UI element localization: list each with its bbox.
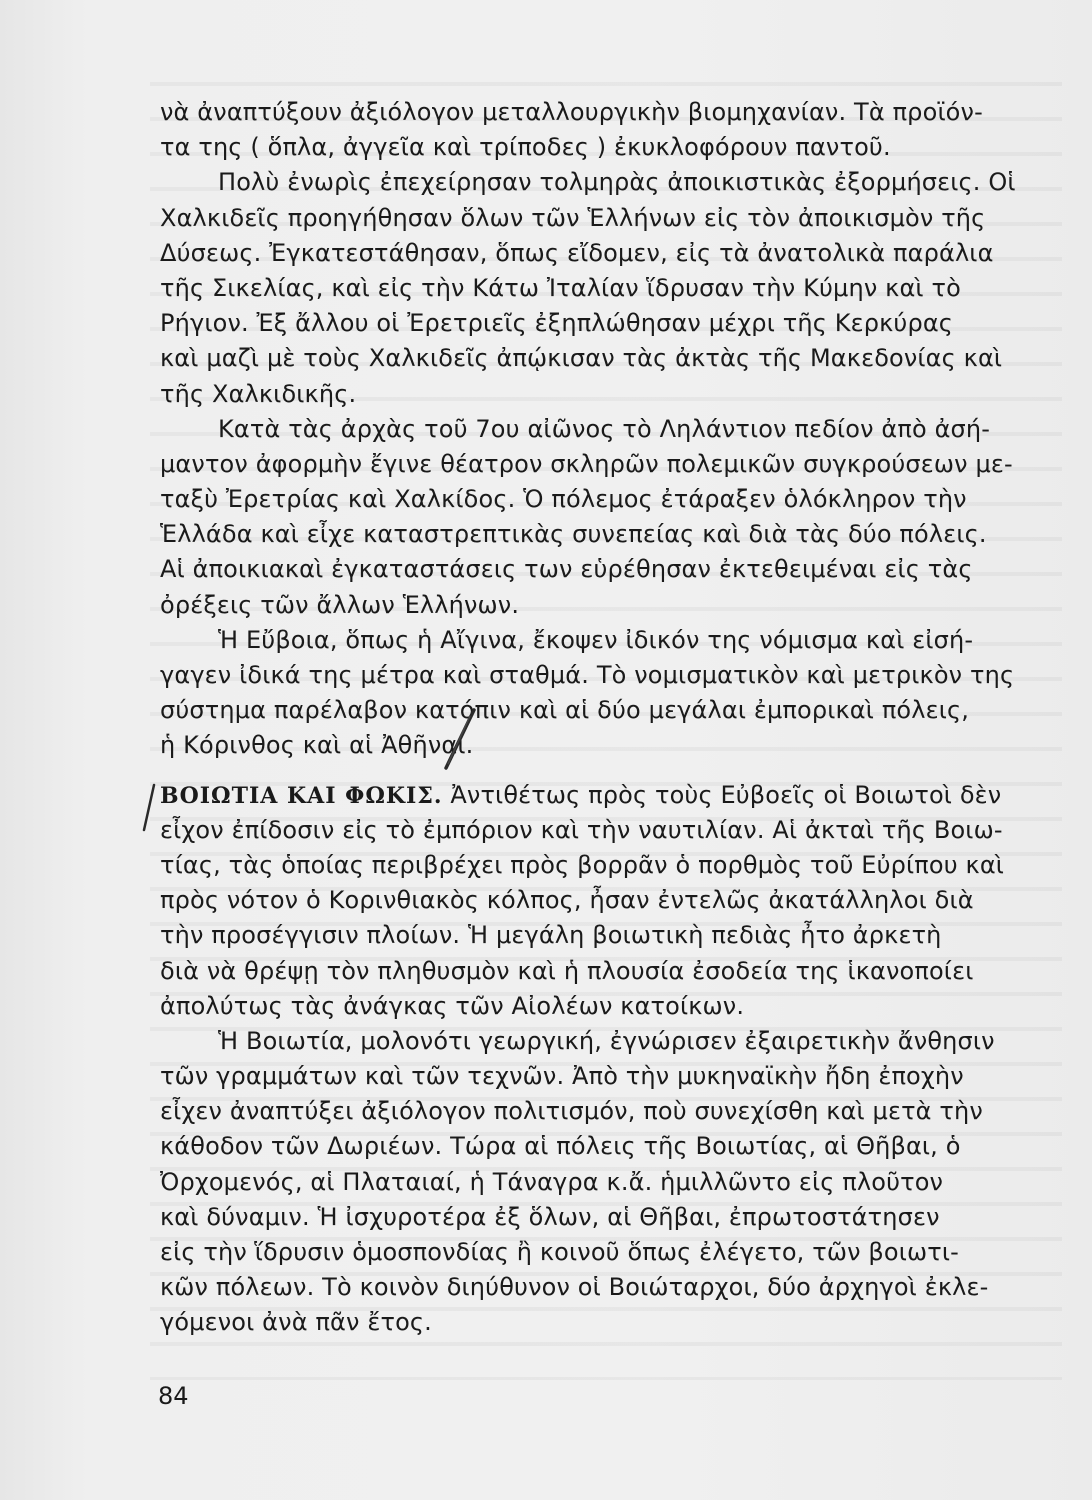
text-line: ὀρέξεις τῶν ἄλλων Ἑλλήνων. (160, 590, 520, 619)
text-line: τῆς Σικελίας, καὶ εἰς τὴν Κάτω Ἰταλίαν ἵδρυσαν τὴν Κύμην καὶ τὸ (160, 273, 961, 302)
text-line: Ἡ Εὔβοια, ὅπως ἡ Αἴγινα, ἔκοψεν ἰδικόν της νόμισμα καὶ εἰσή- (218, 625, 974, 654)
text-line: σύστημα παρέλαβον κατόπιν καὶ αἱ δύο μεγάλαι ἐμπορικαὶ πόλεις, (160, 696, 970, 725)
text-line: Ἡ Βοιωτία, μολονότι γεωργική, ἐγνώρισεν ἐξαιρετικὴν ἄνθησιν (218, 1026, 995, 1055)
page-number: 84 (158, 1382, 189, 1410)
text-line: νὰ ἀναπτύξουν ἀξιόλογον μεταλλουργικὴν βιομηχανίαν. Τὰ προϊόν- (160, 98, 983, 126)
text-line: ἀπολύτως τὰς ἀνάγκας τῶν Αἰολέων κατοίκων. (160, 991, 745, 1020)
text-line: τῶν γραμμάτων καὶ τῶν τεχνῶν. Ἀπὸ τὴν μυκηναϊκὴν ἤδη ἐποχὴν (160, 1062, 964, 1091)
text-line: Ἑλλάδα καὶ εἶχε καταστρεπτικὰς συνεπείας καὶ διὰ τὰς δύο πόλεις. (160, 520, 987, 549)
text-line: Δύσεως. Ἐγκατεστάθησαν, ὅπως εἴδομεν, εἰς τὰ ἀνατολικὰ παράλια (160, 238, 994, 267)
text-line: τίας, τὰς ὁποίας περιβρέχει πρὸς βορρᾶν ὁ πορθμὸς τοῦ Εὐρίπου καὶ (160, 850, 1005, 879)
text-line: τῆς Χαλκιδικῆς. (160, 379, 357, 408)
paragraph-last (160, 1024, 1020, 1341)
text-line: πρὸς νότον ὁ Κορινθιακὸς κόλπος, ἦσαν ἐντελῶς ἀκατάλληλοι διὰ (160, 886, 974, 915)
text-line: κάθοδον τῶν Δωριέων. Τώρα αἱ πόλεις τῆς Βοιωτίας, αἱ Θῆβαι, ὁ (160, 1132, 961, 1161)
text-line: μαντον ἀφορμὴν ἔγινε θέατρον σκληρῶν πολεμικῶν συγκρούσεων με- (160, 449, 1013, 478)
text-line: κῶν πόλεων. Τὸ κοινὸν διηύθυνον οἱ Βοιώταρχοι, δύο ἀρχηγοὶ ἐκλε- (160, 1273, 989, 1302)
pencil-slash-mark (440, 706, 480, 774)
text-line: Ρήγιον. Ἐξ ἄλλου οἱ Ἐρετριεῖς ἐξηπλώθησαν μέχρι τῆς Κερκύρας (160, 309, 954, 338)
text-line: Χαλκιδεῖς προηγήθησαν ὅλων τῶν Ἑλλήνων εἰς τὸν ἀποικισμὸν τῆς (160, 203, 986, 232)
section-boiotia (160, 778, 1020, 1024)
text-line: Ὀρχομενός, αἱ Πλαταιαί, ἡ Τάναγρα κ.ἄ. ἡμιλλῶντο εἰς πλοῦτον (160, 1167, 944, 1196)
pencil-slash-mark (136, 782, 162, 834)
text-line: ἡ Κόρινθος καὶ αἱ Ἀθῆναι. (160, 731, 474, 760)
paragraph-1 (160, 95, 1020, 165)
section-heading: ΒΟΙΩΤΙΑ ΚΑΙ ΦΩΚΙΣ. (160, 782, 443, 809)
text-line: Πολὺ ἐνωρὶς ἐπεχείρησαν τολμηρὰς ἀποικιστικὰς ἐξορμήσεις. Οἱ (218, 168, 1016, 197)
text-line: εἰς τὴν ἵδρυσιν ὁμοσπονδίας ἢ κοινοῦ ὅπως ἐλέγετο, τῶν βοιωτι- (160, 1238, 959, 1266)
text-line: γαγεν ἰδικά της μέτρα καὶ σταθμά. Τὸ νομισματικὸν καὶ μετρικὸν της (160, 661, 1015, 689)
body-text (160, 95, 1020, 1341)
paragraph-2 (160, 165, 1020, 411)
text-line: Κατὰ τὰς ἀρχὰς τοῦ 7ου αἰῶνος τὸ Ληλάντιον πεδίον ἀπὸ ἀσή- (218, 414, 991, 443)
text-line: ταξὺ Ἐρετρίας καὶ Χαλκίδος. Ὁ πόλεμος ἐτάραξεν ὁλόκληρον τὴν (160, 485, 967, 514)
text-line: εἶχεν ἀναπτύξει ἀξιόλογον πολιτισμόν, ποὺ συνεχίσθη καὶ μετὰ τὴν (160, 1097, 983, 1126)
text-line: Αἱ ἀποικιακαὶ ἐγκαταστάσεις των εὑρέθησαν ἐκτεθειμέναι εἰς τὰς (160, 555, 973, 584)
paragraph-4 (160, 623, 1020, 764)
text-line: τὴν προσέγγισιν πλοίων. Ἡ μεγάλη βοιωτικὴ πεδιὰς ἦτο ἀρκετὴ (160, 921, 942, 950)
section-first-line (160, 778, 1020, 813)
text-line: καὶ δύναμιν. Ἡ ἰσχυροτέρα ἐξ ὅλων, αἱ Θῆβαι, ἐπρωτοστάτησεν (160, 1202, 940, 1231)
text-line: εἶχον ἐπίδοσιν εἰς τὸ ἐμπόριον καὶ τὴν ναυτιλίαν. Αἱ ἀκταὶ τῆς Βοιω- (160, 815, 1003, 844)
paragraph-3 (160, 412, 1020, 623)
text-line: γόμενοι ἀνὰ πᾶν ἔτος. (160, 1308, 432, 1337)
text-line: τα της ( ὅπλα, ἀγγεῖα καὶ τρίποδες ) ἐκυκλοφόρουν παντοῦ. (160, 133, 891, 162)
section-gap (160, 764, 1020, 778)
section-first-line-text: Ἀντιθέτως πρὸς τοὺς Εὐβοεῖς οἱ Βοιωτοὶ δὲν (450, 780, 1002, 809)
text-line: καὶ μαζὶ μὲ τοὺς Χαλκιδεῖς ἀπῴκισαν τὰς ἀκτὰς τῆς Μακεδονίας καὶ (160, 344, 1003, 373)
text-line: διὰ νὰ θρέψῃ τὸν πληθυσμὸν καὶ ἡ πλουσία ἐσοδεία της ἱκανοποίει (160, 956, 974, 985)
